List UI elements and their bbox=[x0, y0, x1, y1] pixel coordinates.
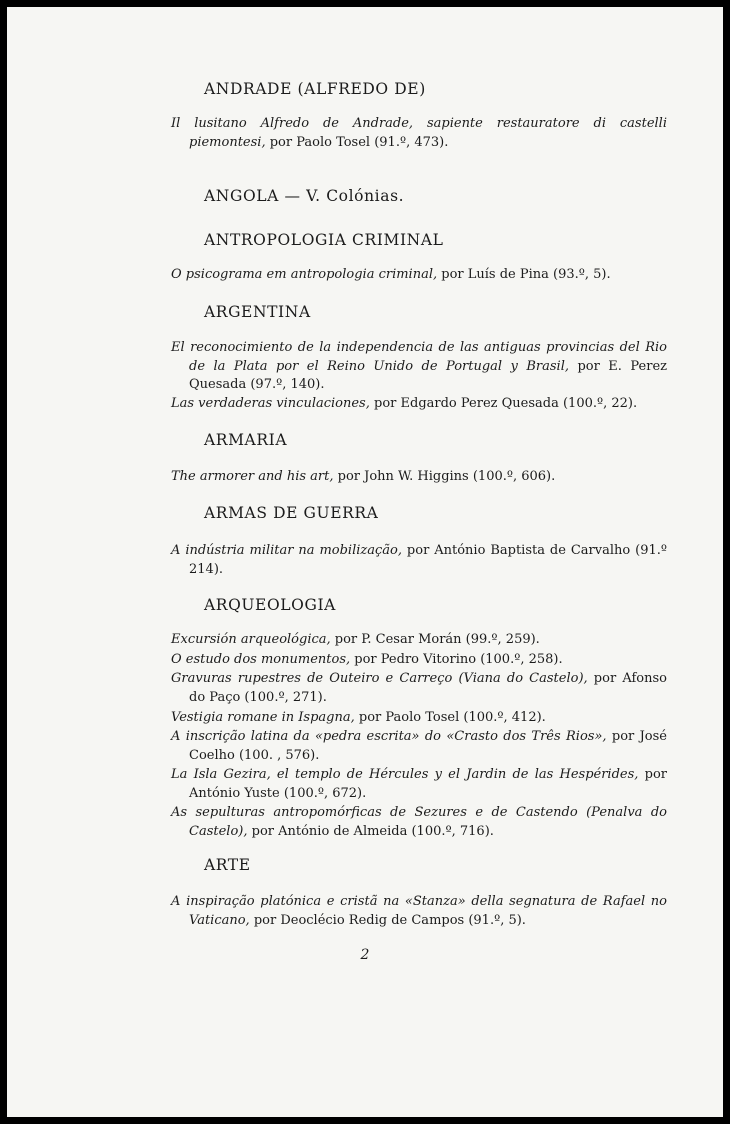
bibliography-entry bbox=[171, 266, 667, 285]
section-heading: ANDRADE (ALFREDO DE) bbox=[204, 80, 426, 98]
bibliography-entry bbox=[171, 728, 667, 765]
entry-reference: por Afonso do Paço (100.º, 271). bbox=[189, 671, 667, 705]
entry-reference: por António de Almeida (100.º, 716). bbox=[247, 823, 494, 839]
section-heading: ARGENTINA bbox=[204, 303, 311, 321]
bibliography-entry bbox=[171, 115, 667, 152]
entry-title: A inscrição latina da «pedra escrita» do «Crasto dos Três Rios», bbox=[171, 729, 607, 744]
bibliography-entry bbox=[171, 766, 667, 803]
section-heading: ANTROPOLOGIA CRIMINAL bbox=[204, 231, 444, 249]
entry-reference: por John W. Higgins (100.º, 606). bbox=[333, 469, 556, 484]
entry-reference: por Paolo Tosel (100.º, 412). bbox=[354, 710, 546, 725]
bibliography-entry bbox=[171, 893, 667, 930]
entry-title: A indústria militar na mobilização, bbox=[171, 543, 402, 558]
bibliography-entry bbox=[171, 709, 667, 728]
bibliography-entry bbox=[171, 542, 667, 579]
bibliography-entry bbox=[171, 395, 667, 414]
entry-reference: por Paolo Tosel (91.º, 473). bbox=[265, 134, 449, 150]
entry-title: O estudo dos monumentos, bbox=[171, 652, 351, 667]
entry-reference: por E. Perez Quesada (97.º, 140). bbox=[189, 358, 667, 392]
entry-title: O psicograma em antropologia criminal, bbox=[171, 267, 438, 282]
entry-title: Las verdaderas vinculaciones, bbox=[171, 396, 370, 411]
entry-title: El reconocimiento de la independencia de las antiguas provincias del Rio de la Plata por el Reino Unido de Portugal y Brasil, bbox=[171, 340, 667, 374]
entry-reference: por Deoclécio Redig de Campos (91.º, 5). bbox=[249, 912, 526, 928]
entry-reference: por José Coelho (100. , 576). bbox=[189, 729, 667, 763]
entry-title: The armorer and his art, bbox=[171, 469, 334, 484]
entry-title: Il lusitano Alfredo de Andrade, sapiente restauratore di castelli piemontesi, bbox=[171, 116, 667, 150]
document-page bbox=[7, 7, 723, 1117]
entry-title: As sepulturas antropomórficas de Sezures e de Castendo (Penalva do Castelo), bbox=[171, 805, 667, 839]
entry-reference: por António Baptista de Carvalho (91.º 214). bbox=[189, 543, 667, 577]
entry-reference: por Luís de Pina (93.º, 5). bbox=[437, 267, 611, 282]
bibliography-entry bbox=[171, 468, 667, 487]
section-heading: ARMARIA bbox=[204, 431, 288, 449]
entry-reference: por Pedro Vitorino (100.º, 258). bbox=[350, 652, 563, 667]
bibliography-entry bbox=[171, 651, 667, 670]
entry-title: A inspiração platónica e cristã na «Stanza» della segnatura de Rafael no Vaticano, bbox=[171, 894, 667, 928]
bibliography-entry bbox=[171, 804, 667, 841]
section-heading: ARMAS DE GUERRA bbox=[204, 504, 379, 522]
entry-reference: por Edgardo Perez Quesada (100.º, 22). bbox=[369, 396, 638, 411]
entry-title: Vestigia romane in Ispagna, bbox=[171, 710, 355, 725]
entry-title: Excursión arqueológica, bbox=[171, 632, 331, 647]
page-number: 2 bbox=[360, 947, 370, 963]
section-heading: ARTE bbox=[204, 856, 251, 874]
bibliography-entry bbox=[171, 670, 667, 707]
bibliography-entry bbox=[171, 339, 667, 395]
entry-title: Gravuras rupestres de Outeiro e Carreço (Viana do Castelo), bbox=[171, 671, 588, 686]
section-heading: ARQUEOLOGIA bbox=[204, 596, 336, 614]
section-heading: ANGOLA — V. Colónias. bbox=[204, 187, 405, 205]
entry-title: La Isla Gezira, el templo de Hércules y el Jardin de las Hespérides, bbox=[171, 767, 639, 782]
bibliography-entry bbox=[171, 631, 667, 650]
entry-reference: por P. Cesar Morán (99.º, 259). bbox=[330, 632, 540, 647]
entry-reference: por António Yuste (100.º, 672). bbox=[189, 767, 667, 801]
